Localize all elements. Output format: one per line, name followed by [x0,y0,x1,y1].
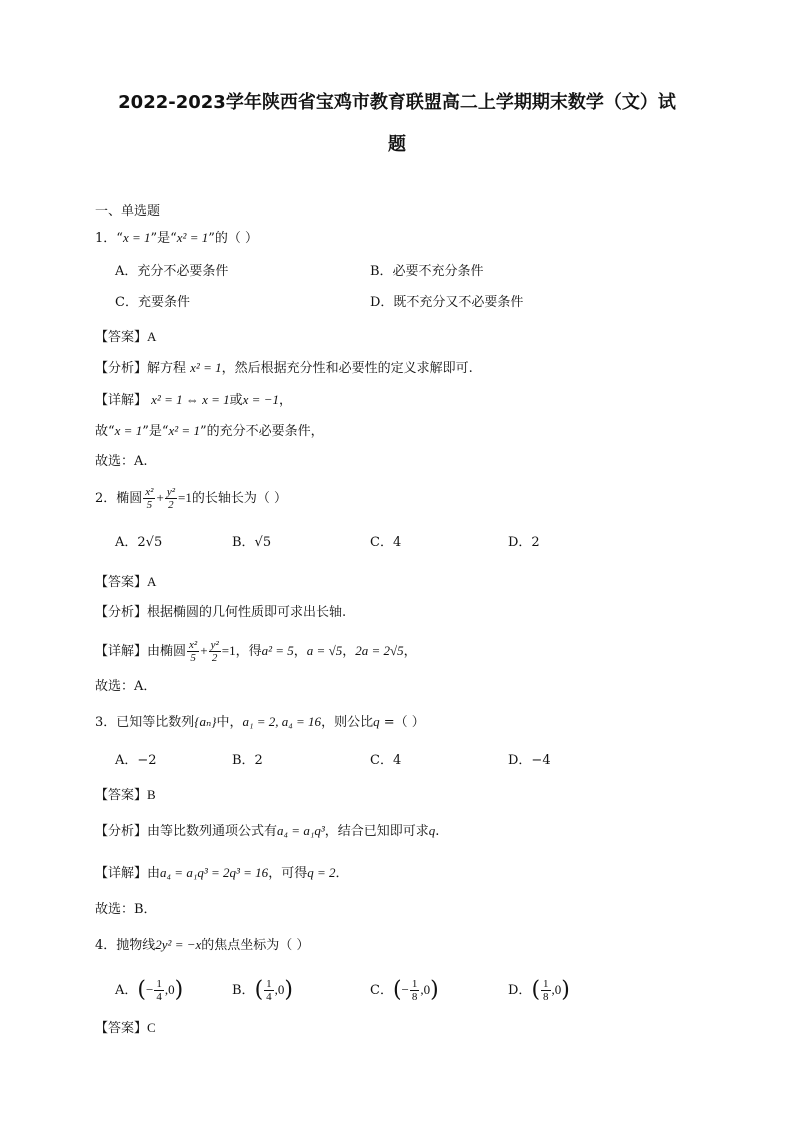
q4-option-b: B．( $\frac{1}{4}$ ,0) [232,977,293,1003]
q3-analysis: 【分析】由等比数列通项公式有a₄ = a₁q³，结合已知即可求q. [95,823,440,839]
q1-choose: 故选：A. [95,454,148,469]
q1-option-a: A．充分不必要条件 [115,264,229,279]
q2-answer: 【答案】A [95,574,157,590]
q3-option-d: D．−4 [508,753,551,768]
q1-answer: 【答案】A [95,329,157,345]
q2-detail: 【详解】由椭圆 $\frac{\text{x²}}{5}$ + $\frac{\text{y²}}{2}$ =1，得a² = 5，a = √5，2a = 2√5， [95,639,417,664]
q3-option-a: A．−2 [115,753,157,768]
q4-answer: 【答案】C [95,1020,156,1036]
q3-option-c: C．4 [370,753,402,768]
q1-option-d: D．既不充分又不必要条件 [370,295,524,310]
q3-choose: 故选：B． [95,902,157,917]
q2-option-c: C．4 [370,535,402,550]
q2-option-b: B．√5 [232,535,272,550]
q1-option-b: B．必要不充分条件 [370,264,484,279]
q2-analysis: 【分析】根据椭圆的几何性质即可求出长轴. [95,605,347,620]
page-title: 2022-2023学年陕西省宝鸡市教育联盟高二上学期期末数学（文）试 [118,92,676,113]
q1-conclusion: 故“x = 1”是“x² = 1”的充分不必要条件， [95,423,324,439]
q2-option-a: A．2√5 [115,535,163,550]
question-1-stem: 1．“x = 1”是“x² = 1”的（ ） [95,230,259,246]
q3-answer: 【答案】B [95,787,156,803]
q3-detail: 【详解】由a₄ = a₁q³ = 2q³ = 16，可得q = 2． [95,865,349,881]
section-heading: 一、单选题 [95,204,161,219]
question-4-stem: 4．抛物线2y² = −x的焦点坐标为（ ） [95,937,310,953]
q1-analysis: 【分析】解方程 x² = 1，然后根据充分性和必要性的定义求解即可. [95,360,473,376]
q2-choose: 故选：A． [95,679,157,694]
q3-option-b: B．2 [232,753,263,768]
q1-detail: 【详解】 x² = 1 ⇔ x = 1或x = −1， [95,392,292,408]
question-3-stem: 3．已知等比数列{aₙ}中，a₁ = 2, a₄ = 16，则公比q =（ ） [95,714,425,730]
q4-option-c: C．(− $\frac{1}{8}$ ,0) [370,977,439,1003]
q4-option-a: A．(− $\frac{1}{4}$ ,0) [115,977,184,1003]
question-2-stem: 2．椭圆 $\frac{\text{x²}}{5}$ + $\frac{\text{y²}}{2}$ =1的长轴长为（ ） [95,486,287,511]
page-title-cont: 题 [388,134,406,155]
q1-option-c: C．充要条件 [115,295,190,310]
q4-option-d: D．( $\frac{1}{8}$ ,0) [508,977,570,1003]
q2-option-d: D．2 [508,535,540,550]
